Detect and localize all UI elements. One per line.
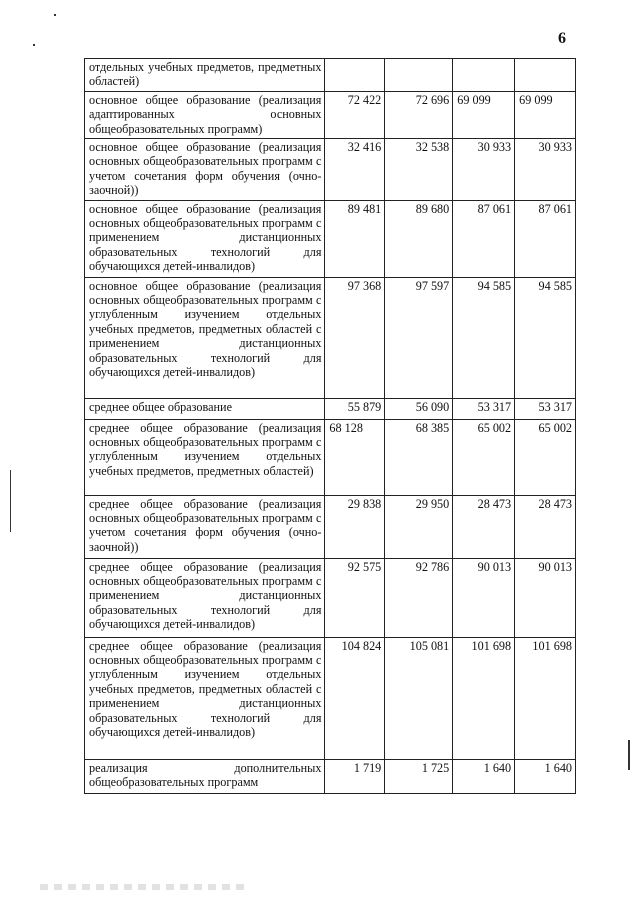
- value-cell: 53 317: [453, 398, 515, 419]
- page-number: 6: [558, 30, 566, 47]
- value-cell: [385, 59, 453, 92]
- value-cell: 65 002: [515, 419, 576, 495]
- value-cell: 28 473: [453, 495, 515, 558]
- value-cell: 87 061: [515, 200, 576, 277]
- value-cell: 89 680: [385, 200, 453, 277]
- value-cell: 90 013: [453, 558, 515, 637]
- row-description: основное общее образование (реализация основных общеобразовательных программ с углубленным изучением отдельных учебных предметов, предметных областей с применением дистанционных образовательных технологий для обучающихся детей-инвалидов): [85, 277, 325, 398]
- table-row: [85, 495, 576, 558]
- value-cell: 30 933: [515, 139, 576, 201]
- table-row: [85, 759, 576, 793]
- value-cell: 105 081: [385, 637, 453, 759]
- value-cell: 30 933: [453, 139, 515, 201]
- value-cell: 65 002: [453, 419, 515, 495]
- row-description: основное общее образование (реализация основных общеобразовательных программ с применением дистанционных образовательных технологий для обучающихся детей-инвалидов): [85, 200, 325, 277]
- value-cell: 101 698: [515, 637, 576, 759]
- row-description: основное общее образование (реализация адаптированных основных общеобразовательных программ): [85, 91, 325, 138]
- value-cell: 1 640: [515, 759, 576, 793]
- scan-speck: [54, 14, 56, 16]
- value-cell: 29 838: [325, 495, 385, 558]
- row-description: среднее общее образование: [85, 398, 325, 419]
- value-cell: 90 013: [515, 558, 576, 637]
- value-cell: 1 719: [325, 759, 385, 793]
- table-row: [85, 419, 576, 495]
- row-description: основное общее образование (реализация основных общеобразовательных программ с учетом сочетания форм обучения (очно-заочной)): [85, 139, 325, 201]
- table-row: [85, 558, 576, 637]
- table-row: [85, 200, 576, 277]
- value-cell: 94 585: [453, 277, 515, 398]
- value-cell: [325, 59, 385, 92]
- value-cell: 1 640: [453, 759, 515, 793]
- value-cell: 32 538: [385, 139, 453, 201]
- row-description: среднее общее образование (реализация основных общеобразовательных программ с углубленным изучением отдельных учебных предметов, предметных областей с применением дистанционных образовательных технологий для обучающихся детей-инвалидов): [85, 637, 325, 759]
- scan-margin-line: [628, 740, 630, 770]
- value-cell: 28 473: [515, 495, 576, 558]
- value-cell: 87 061: [453, 200, 515, 277]
- scan-smudge: [40, 884, 250, 890]
- value-cell: 69 099: [453, 91, 515, 138]
- value-cell: 72 696: [385, 91, 453, 138]
- value-cell: 97 597: [385, 277, 453, 398]
- row-description: среднее общее образование (реализация основных общеобразовательных программ с учетом сочетания форм обучения (очно-заочной)): [85, 495, 325, 558]
- table-row: [85, 139, 576, 201]
- value-cell: 55 879: [325, 398, 385, 419]
- table-row: [85, 637, 576, 759]
- table-row: [85, 59, 576, 92]
- scan-speck: [33, 44, 35, 46]
- value-cell: 72 422: [325, 91, 385, 138]
- value-cell: 29 950: [385, 495, 453, 558]
- scan-margin-line: [10, 470, 11, 532]
- value-cell: 94 585: [515, 277, 576, 398]
- row-description: отдельных учебных предметов, предметных областей): [85, 59, 325, 92]
- value-cell: 92 575: [325, 558, 385, 637]
- value-cell: 101 698: [453, 637, 515, 759]
- value-cell: [453, 59, 515, 92]
- value-cell: 104 824: [325, 637, 385, 759]
- value-cell: 68 385: [385, 419, 453, 495]
- financing-table: [84, 58, 576, 794]
- value-cell: 92 786: [385, 558, 453, 637]
- value-cell: 32 416: [325, 139, 385, 201]
- value-cell: 97 368: [325, 277, 385, 398]
- table-row: [85, 277, 576, 398]
- row-description: среднее общее образование (реализация основных общеобразовательных программ с применением дистанционных образовательных технологий для обучающихся детей-инвалидов): [85, 558, 325, 637]
- table-row: [85, 398, 576, 419]
- row-description: среднее общее образование (реализация основных общеобразовательных программ с углубленным изучением отдельных учебных предметов, предметных областей): [85, 419, 325, 495]
- table-row: [85, 91, 576, 138]
- value-cell: 69 099: [515, 91, 576, 138]
- value-cell: 68 128: [325, 419, 385, 495]
- value-cell: 53 317: [515, 398, 576, 419]
- value-cell: 89 481: [325, 200, 385, 277]
- value-cell: [515, 59, 576, 92]
- row-description: реализация дополнительных общеобразовательных программ: [85, 759, 325, 793]
- value-cell: 56 090: [385, 398, 453, 419]
- value-cell: 1 725: [385, 759, 453, 793]
